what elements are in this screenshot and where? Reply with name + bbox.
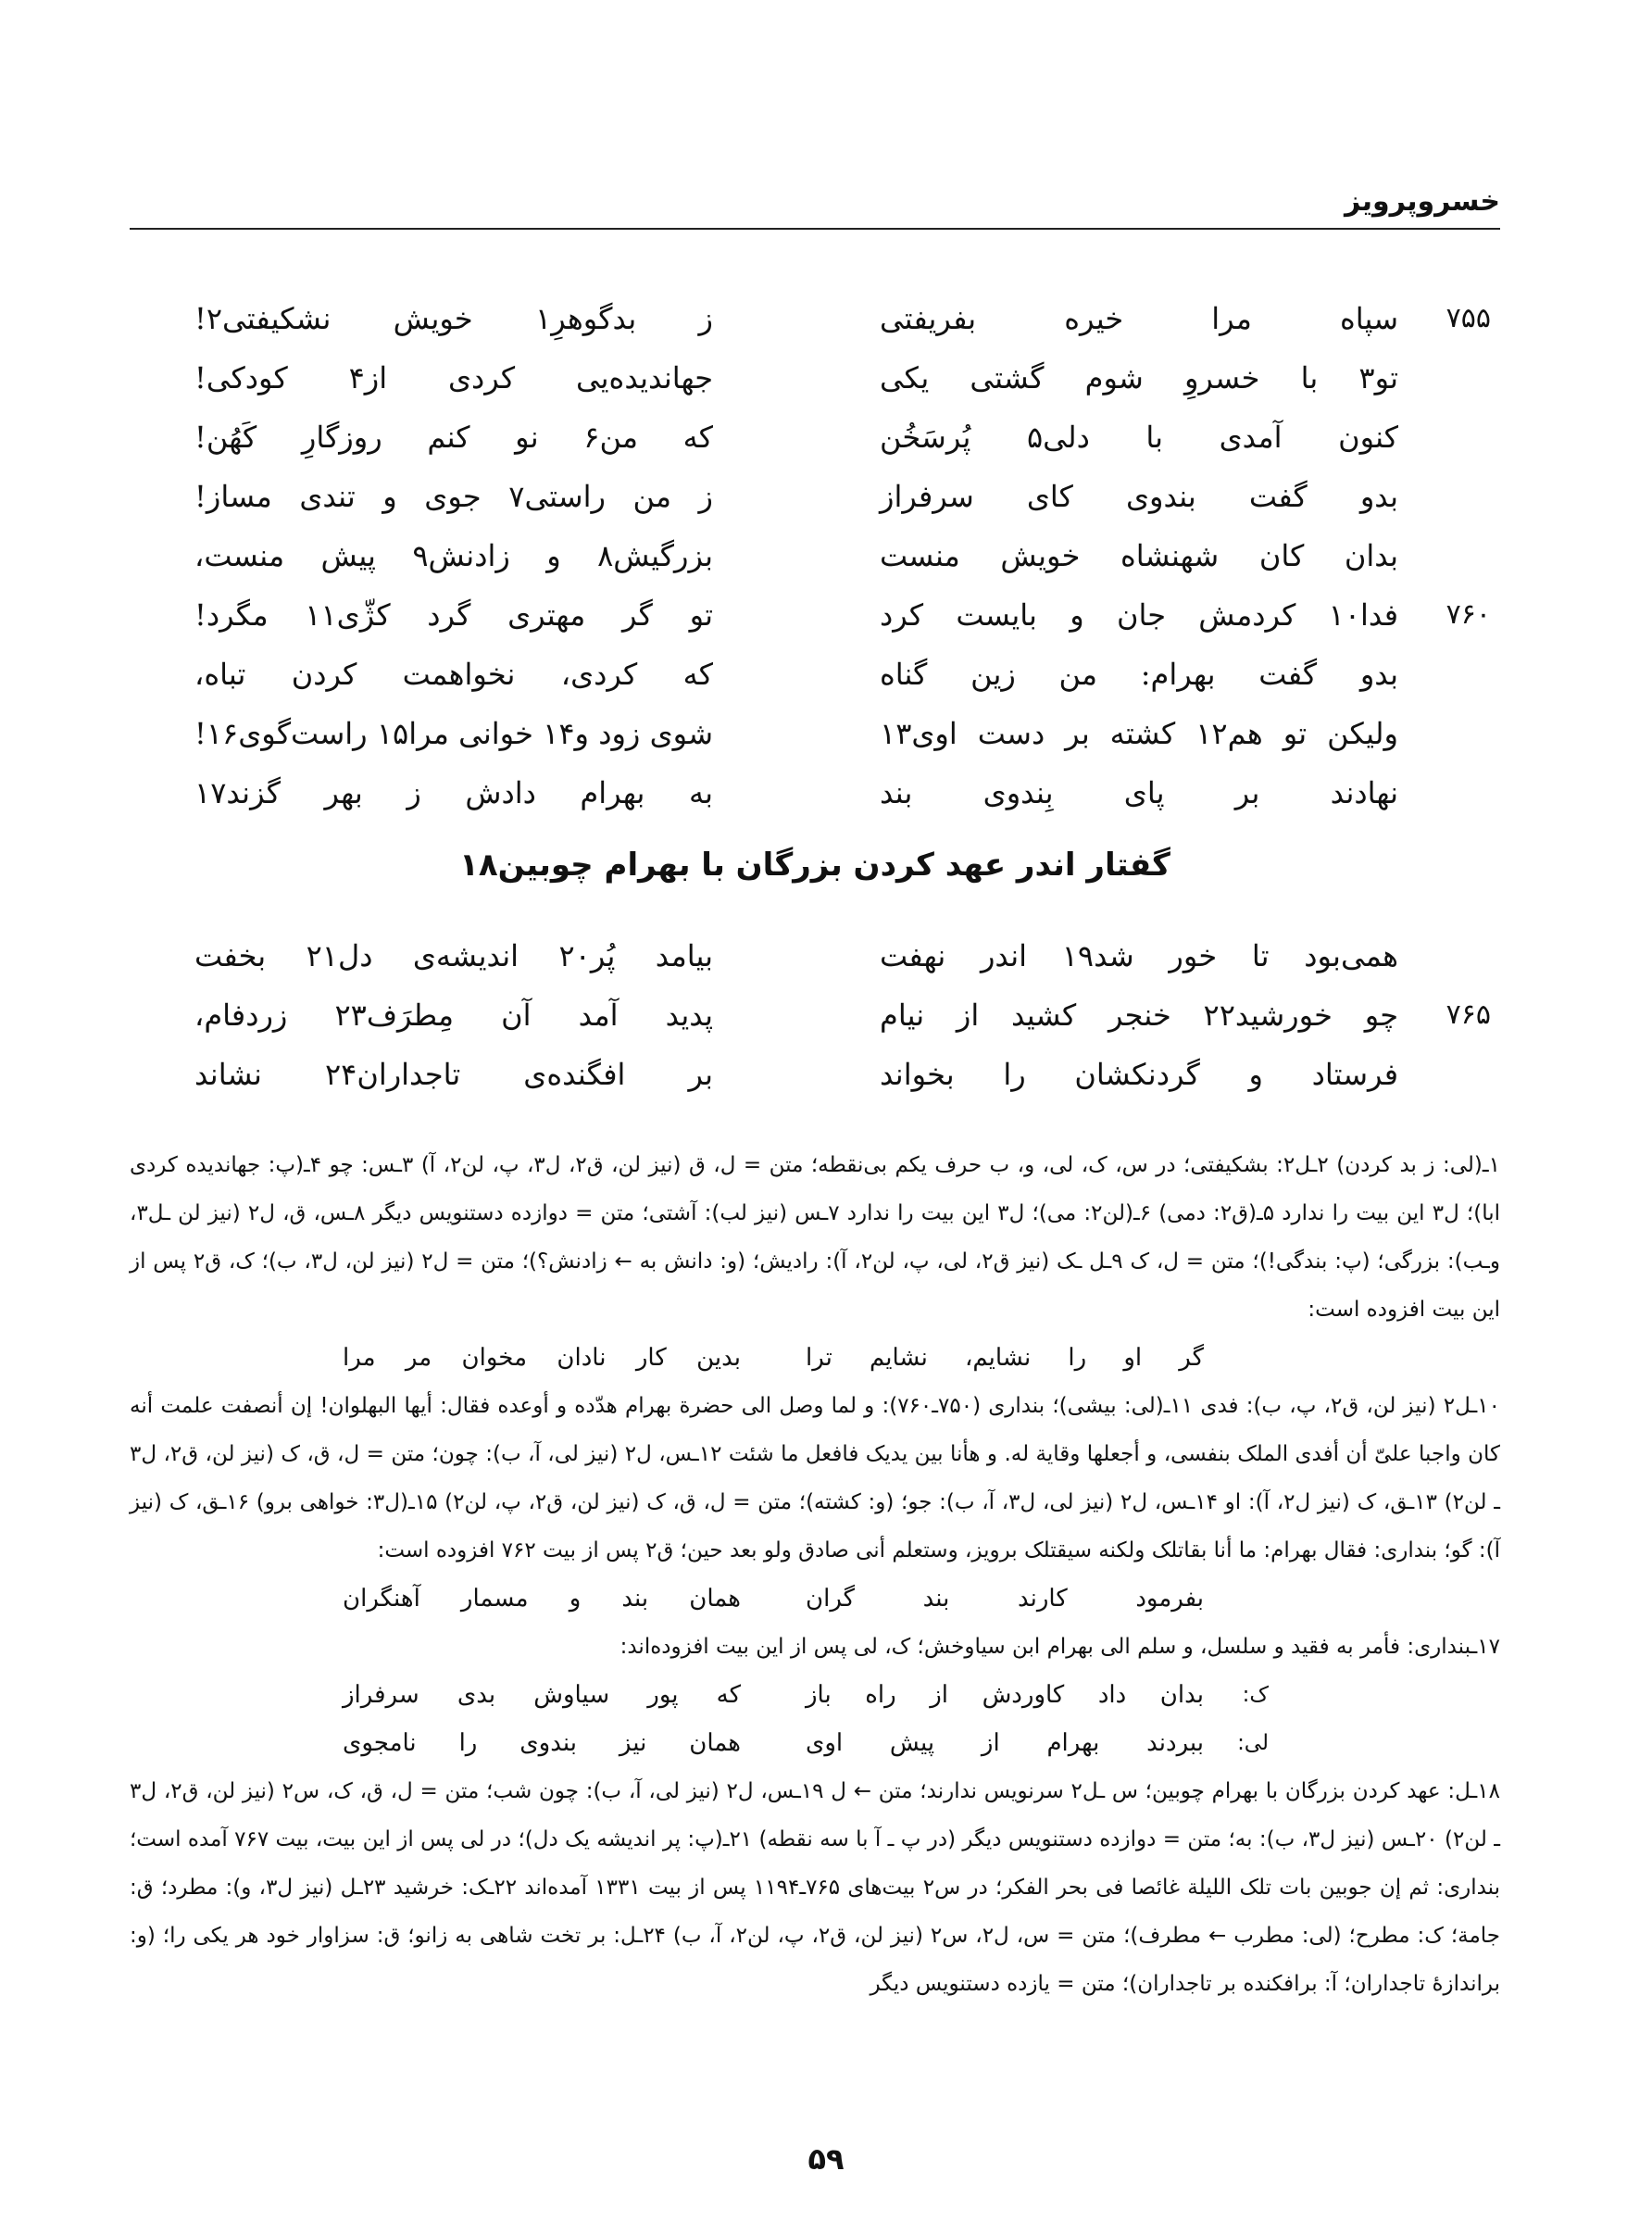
verse-line (157, 408, 1491, 467)
first-hemistich: ولیکن تو هم۱۲ کشته بر دست اوی۱۳ (880, 716, 1398, 751)
manuscript-siglum: لی: (1237, 1731, 1269, 1755)
verse-line (157, 1045, 1491, 1104)
verse-line (157, 348, 1491, 408)
verse-line (157, 467, 1491, 526)
page-number: ۵۹ (807, 2141, 845, 2177)
second-hemistich: بیامد پُر۲۰ اندیشه‌ی دل۲۱ بخفت (194, 938, 714, 973)
footnote-verse-first: ببردند بهرام از پیش اوی (806, 1729, 1204, 1757)
footnote-verse-first: گر او را نشایم، نشایم ترا (806, 1344, 1204, 1372)
second-hemistich: که من۶ نو کنم روزگارِ کَهُن! (194, 420, 714, 455)
verse-line (157, 704, 1491, 763)
second-hemistich: بر افگنده‌ی تاجداران۲۴ نشاند (194, 1057, 714, 1092)
verse-number: ۷۶۵ (1446, 998, 1491, 1031)
footnote-paragraph: ۱۰ـل۲ (نیز لن، ق۲، پ، ب): فدی ۱۱ـ(لی: بیشی)؛ بنداری (۷۵۰ـ۷۶۰): و لما وصل الی حضرة بهرام هدّده و أوعده فقال: أیها البهلوان! إن أنصفت علمت أنه کان واجبا علیّ أن أفدی الملک بنفسی، و أجعلها وقایة له. و هأنا بین یدیک فافعل ما شئت ۱۲ـس، ل۲ (نیز لی، آ، ب): چون؛ متن = ل، ق، ک (نیز لن، ق۲، ل۳ ـ لن۲) ۱۳ـق، ک (نیز ل۲، آ): او ۱۴ـس، ل۲ (نیز لی، ل۳، آ، ب): جو؛ (و: کشته)؛ متن = ل، ق، ک (نیز لن، ق۲، پ، لن۲) ۱۵ـ(ل۳: خواهی برو) ۱۶ـق، ک (نیز آ): گو؛ بنداری: فقال بهرام: ما أنا بقاتلک ولکنه سیقتلک برویز، وستعلم أنی صادق ولو بعد حین؛ ق۲ پس از بیت ۷۶۲ افزوده است: (130, 1394, 1500, 1563)
poem-section-1 (157, 289, 1491, 822)
second-hemistich: ز بدگوهرِ۱ خویش نشکیفتی۲! (194, 301, 714, 336)
poem-section-2 (157, 926, 1491, 1104)
first-hemistich: تو۳ با خسروِ شوم گشتی یکی (880, 360, 1398, 395)
verse-line (157, 585, 1491, 645)
footnote-verse-second: که پور سیاوش بدی سرفراز (343, 1681, 741, 1709)
second-hemistich: پدید آمد آن مِطرَف۲۳ زردفام، (194, 998, 713, 1033)
first-hemistich: فرستاد و گردنکشان را بخواند (880, 1057, 1398, 1092)
verse-line (157, 289, 1491, 348)
footnote-verse-second: همان بند و مسمار آهنگران (343, 1585, 741, 1613)
footnote-verse-first: بفرمود کارند بند گران (806, 1585, 1204, 1613)
footnote-paragraph: ۱۷ـبنداری: فأمر به فقید و سلسل، و سلم الی بهرام ابن سیاوخش؛ ک، لی پس از این بیت افزوده‌اند: (620, 1635, 1500, 1659)
second-hemistich: جهاندیده‌یی کردی از۴ کودکی! (194, 360, 714, 395)
manuscript-siglum: ک: (1242, 1683, 1269, 1707)
footnote-verse (130, 1334, 1500, 1382)
verse-line (157, 985, 1491, 1045)
section-title: گفتار اندر عهد کردن بزرگان با بهرام چوبین۱۸ (459, 847, 1170, 884)
first-hemistich: بدو گفت بهرام: من زین گناه (880, 657, 1398, 692)
running-head-title: خسروپرویز (1345, 185, 1500, 218)
first-hemistich: بدو گفت بندوی کای سرفراز (880, 479, 1398, 514)
second-hemistich: ز من راستی۷ جوی و تندی مساز! (194, 479, 714, 514)
first-hemistich: کنون آمدی با دلی۵ پُرسَخُن (880, 420, 1399, 455)
second-hemistich: که کردی، نخواهمت کردن تباه، (194, 657, 713, 692)
footnote-verse-second: همان نیز بندوی را نامجوی (343, 1729, 741, 1757)
second-hemistich: تو گر مهتری گرد کژّی۱۱ مگرد! (194, 597, 714, 633)
second-hemistich: شوی زود و۱۴ خوانی مرا۱۵ راست‌گوی۱۶! (194, 716, 714, 751)
footnote-paragraph: ۱ـ(لی: ز بد کردن) ۲ـل۲: بشکیفتی؛ در س، ک، لی، و، ب حرف یکم بی‌نقطه؛ متن = ل، ق (نیز لن، ق۲، ل۳، پ، لن۲، آ) ۳ـس: چو ۴ـ(پ: جهاندیده کردی ابا)؛ ل۳ این بیت را ندارد ۵ـ(ق۲: دمی) ۶ـ(لن۲: می)؛ ل۳ این بیت را ندارد ۷ـس (نیز لب): آشتی؛ متن = دوازده دستنویس دیگر ۸ـس، ق، ل۲ (نیز لن ـل۳، وـب): بزرگی؛ (پ: بندگی!)؛ متن = ل، ک ۹ـل ـک (نیز ق۲، لی، پ، لن۲، آ): رادیش؛ (و: دانش به ← زادنش؟)؛ متن = ل۲ (نیز لن، ل۳، ب)؛ ک، ق۲ پس از این بیت افزوده است: (130, 1153, 1501, 1322)
first-hemistich: سپاه مرا خیره بفریفتی (880, 301, 1398, 336)
first-hemistich: همی‌بود تا خور شد۱۹ اندر نهفت (880, 938, 1399, 973)
first-hemistich: چو خورشید۲۲ خنجر کشید از نیام (880, 998, 1398, 1033)
running-header (130, 185, 1500, 230)
second-hemistich: بزرگیش۸ و زادنش۹ پیش منست، (194, 538, 713, 573)
first-hemistich: فدا۱۰ کردمش جان و بایست کرد (880, 597, 1398, 633)
footnote-paragraph: ۱۸ـل: عهد کردن بزرگان با بهرام چوبین؛ س ـل۲ سرنویس ندارند؛ متن ← ل ۱۹ـس، ل۲ (نیز لی، آ، ب): چون شب؛ متن = ل، ق، ک، س۲ (نیز لن، ق۲، ل۳ ـ لن۲) ۲۰ـس (نیز ل۳، ب): به؛ متن = دوازده دستنویس دیگر (در پ ـ آ با سه نقطه) ۲۱ـ(پ: پر اندیشه یک دل)؛ در لی پس از این بیت، بیت ۷۶۷ آمده است؛ بنداری: ثم إن جوبین بات تلک اللیلة غائصا فی بحر الفکر؛ در س۲ بیت‌های ۷۶۵ـ۱۱۹۴ پس از بیت ۱۳۳۱ آمده‌اند ۲۲ـک: خرشید ۲۳ـل (نیز ل۳، و): مطرد؛ ق: جامة؛ ک: مطرح؛ (لی: مطرب ← مطرف)؛ متن = س، ل۲، س۲ (نیز لن، ق۲، پ، لن۲، آ، ب) ۲۴ـل: بر تخت شاهی به زانو؛ ق: سزاوار خود هر یکی را؛ (و: براندازهٔ تاجداران؛ آ: برافکنده بر تاجداران)؛ متن = یازده دستنویس دیگر (130, 1779, 1501, 1996)
verse-line (157, 645, 1491, 704)
footnote-verse (130, 1575, 1500, 1623)
verse-number: ۷۶۰ (1446, 598, 1491, 631)
footnote-verse-second: بدین کار نادان مخوان مر مرا (343, 1344, 741, 1372)
verse-number: ۷۵۵ (1446, 302, 1491, 334)
verse-line (157, 526, 1491, 585)
footnote-verse (130, 1671, 1500, 1719)
verse-line (157, 926, 1491, 985)
footnote-verse (130, 1719, 1500, 1767)
first-hemistich: نهادند بر پای بِندوی بند (880, 775, 1398, 810)
first-hemistich: بدان کان شهنشاه خویش منست (880, 538, 1398, 573)
footnote-verse-first: بدان داد کاوردش از راه باز (806, 1681, 1204, 1709)
second-hemistich: به بهرام دادش ز بهر گزند۱۷ (194, 775, 713, 810)
verse-line (157, 763, 1491, 822)
critical-apparatus-footnotes (130, 1141, 1500, 2008)
